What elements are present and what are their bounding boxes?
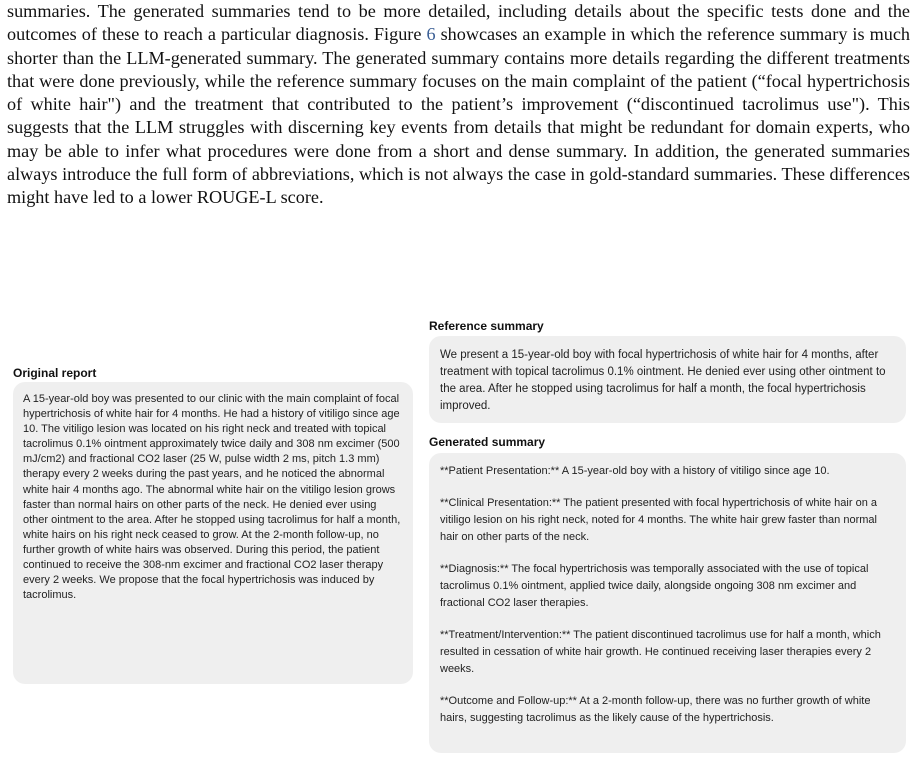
- generated-summary-box: [429, 453, 906, 753]
- paragraph-text-start: summaries. The generated summaries tend to be more detailed, including details about the specific tests done and the outcomes of these to reach a particular diagnosis. Figure: [7, 1, 910, 45]
- original-report-text: A 15-year-old boy was presented to our clinic with the main complaint of focal hypertrichosis of white hair for 4 months. He had a history of vitiligo since age 10. The vitiligo lesion was located on his right neck and treated with topical tacrolimus 0.1% ointment approximately twice daily and 308 nm excimer (500 mJ/cm2) and fractional CO2 laser (25 W, pulse width 2 ms, pitch 1.3 mm) therapy every 2 weeks during the past years, and he noticed the abnormal white hair 4 months ago. The abnormal white hair on the vitiligo lesion grows faster than normal hairs on other parts of the neck. He denied ever using other ointment to the area. After he stopped using tacrolimus for half a month, white hairs on his right neck ceased to grow. At the 2-month follow-up, no further growth of white hairs was observed. During this period, the patient continued to receive the 308-nm excimer and fractional CO2 laser therapy every 2 weeks. We propose that the focal hypertrichosis was induced by tacrolimus.: [23, 393, 401, 602]
- reference-summary-label: Reference summary: [429, 319, 544, 333]
- reference-summary-text: We present a 15-year-old boy with focal hypertrichosis of white hair for 4 months, after treatment with topical tacrolimus 0.1% ointment. He denied ever using other ointment to the area. After he stopped using tacrolimus for half a month, the focal hypertrichosis improved.: [440, 349, 886, 412]
- figure-reference-link[interactable]: 6: [426, 24, 436, 45]
- original-report-box: [13, 382, 413, 684]
- paragraph-text-end: showcases an example in which the reference summary is much shorter than the LLM-generated summary. The generated summary contains more details regarding the different treatments that were done previously, while the reference summary focuses on the main complaint of the patient (“focal hypertrichosis of white hair") and the treatment that contributed to the patient’s improvement (“discontinued tacrolimus use"). This suggests that the LLM struggles with discerning key events from details that might be redundant for domain experts, who may be able to infer what procedures were done from a short and dense summary. In addition, the generated summaries always introduce the full form of abbreviations, which is not always the case in gold-standard summaries. These differences might have led to a lower ROUGE-L score.: [7, 24, 910, 208]
- generated-summary-label: Generated summary: [429, 435, 546, 449]
- generated-summary-section: **Treatment/Intervention:** The patient discontinued tacrolimus use for half a month, which resulted in cessation of white hair growth. He continued receiving laser therapies every 2 weeks.: [440, 629, 881, 675]
- original-report-label: Original report: [13, 366, 97, 380]
- generated-summary-section: **Outcome and Follow-up:** At a 2-month follow-up, there was no further growth of white hairs, suggesting tacrolimus as the likely cause of the hypertrichosis.: [440, 695, 871, 724]
- generated-summary-section: **Diagnosis:** The focal hypertrichosis was temporally associated with the use of topical tacrolimus 0.1% ointment, applied twice daily, alongside ongoing 308 nm excimer and fractional CO2 laser therapies.: [440, 563, 869, 609]
- generated-summary-section: **Patient Presentation:** A 15-year-old boy with a history of vitiligo since age 10.: [440, 465, 830, 477]
- generated-summary-section: **Clinical Presentation:** The patient presented with focal hypertrichosis of white hair on a vitiligo lesion on his right neck, noted for 4 months. The white hair grew faster than normal hair on other parts of the neck.: [440, 497, 877, 543]
- body-paragraph: [7, 0, 910, 210]
- reference-summary-box: [429, 336, 906, 423]
